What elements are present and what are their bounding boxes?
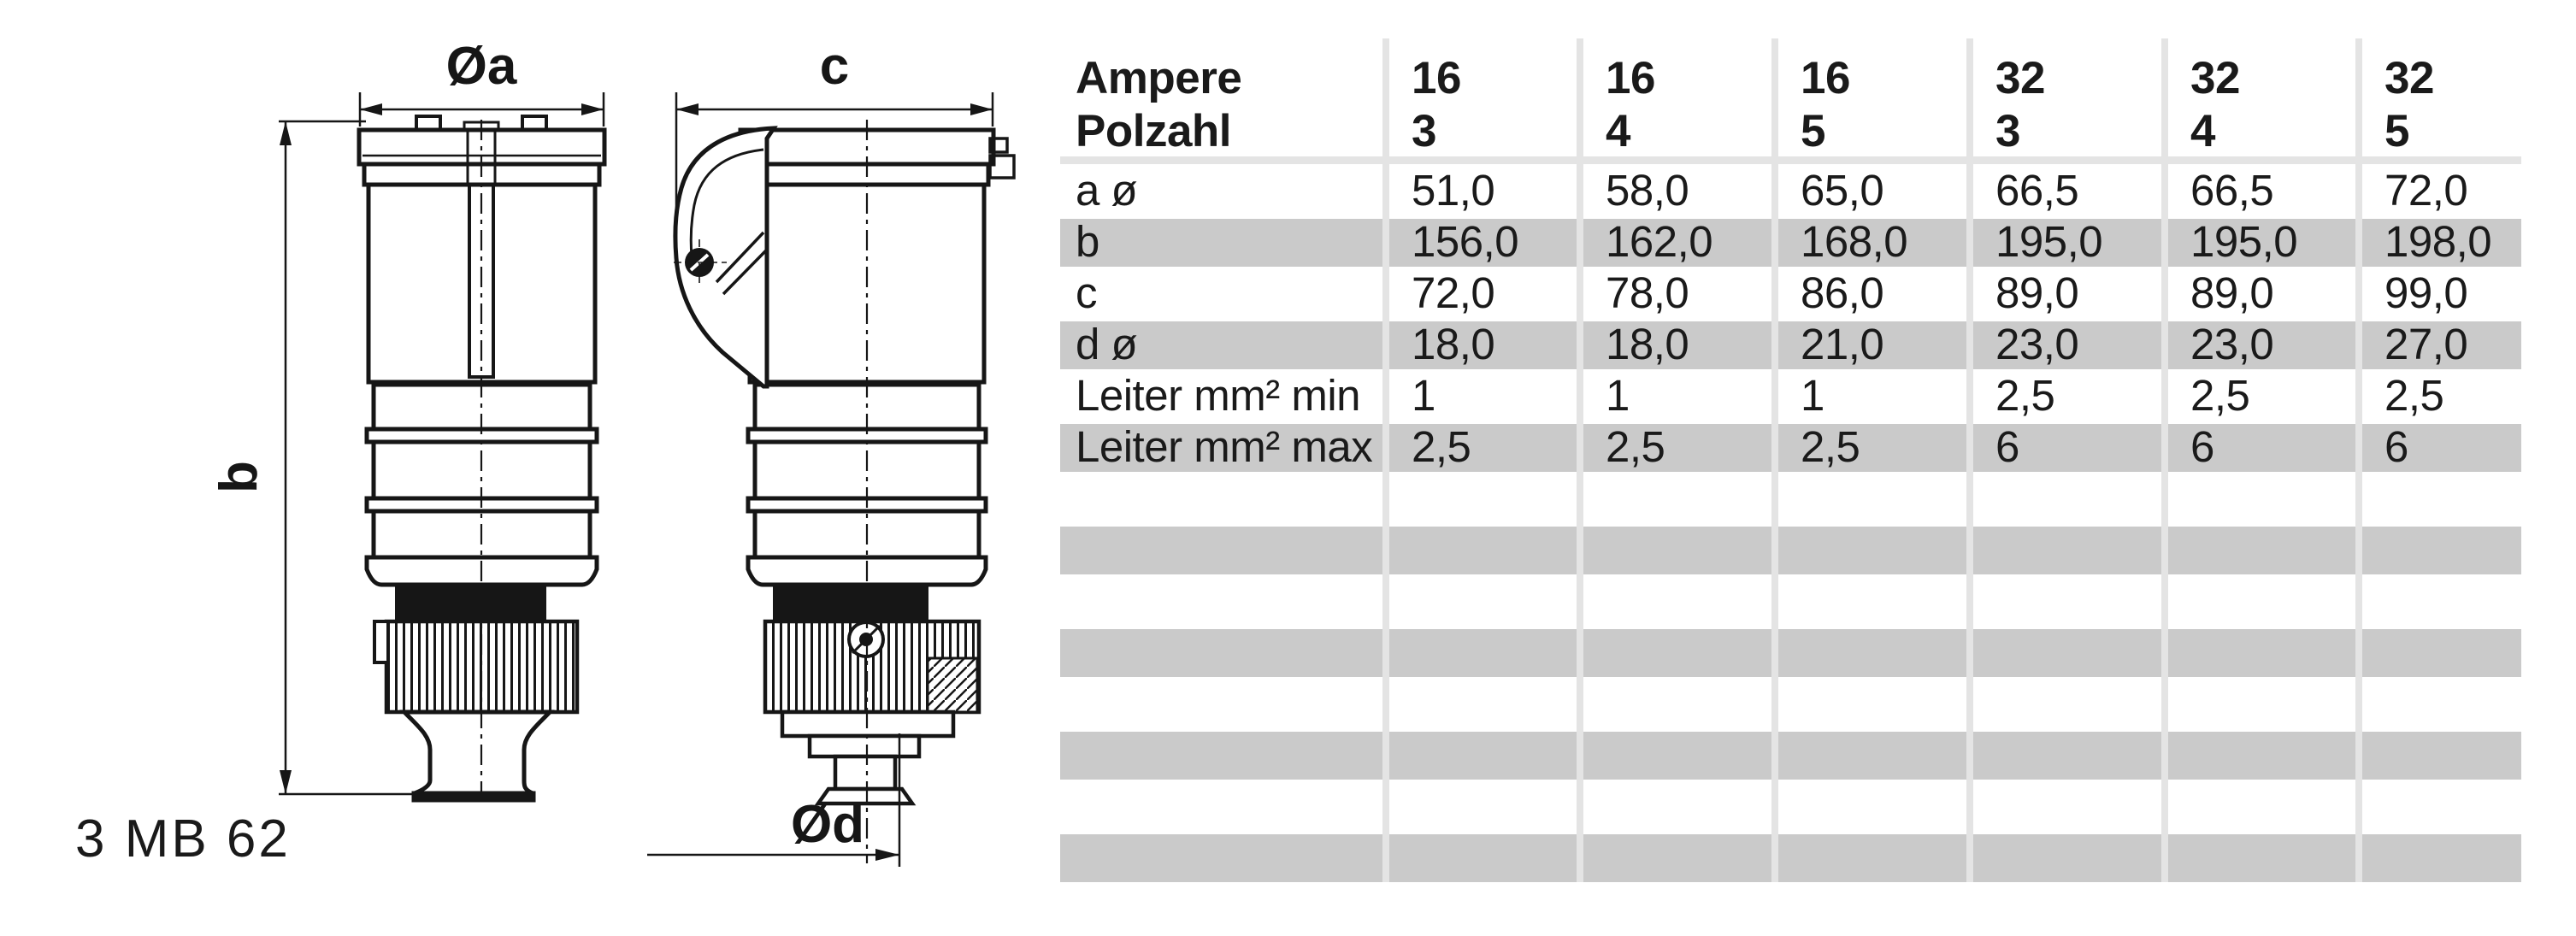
row-label: c: [1076, 268, 1097, 317]
table-cell: 89,0: [1995, 268, 2079, 317]
table-cell: [1583, 680, 1771, 728]
table-row-empty: [1060, 732, 2521, 780]
table-cell: [1778, 783, 1966, 831]
table-cell: [1060, 732, 1382, 780]
table-cell: 195,0: [2168, 219, 2355, 267]
table-cell: [1389, 783, 1577, 831]
part-number: 3 MB 62: [75, 809, 291, 868]
header-polzahl-value: 3: [1412, 106, 1436, 156]
table-cell: [1060, 680, 1382, 728]
row-label: Leiter mm² max: [1060, 424, 1382, 472]
header-ampere-value: 32: [2190, 53, 2240, 103]
table-cell: [1389, 629, 1577, 677]
table-row-empty: [1060, 680, 2521, 728]
table-cell: [2362, 834, 2521, 882]
table-cell: 198,0: [2362, 219, 2521, 267]
header-polzahl-value: 5: [2384, 106, 2409, 156]
table-cell: 2,5: [1995, 371, 2055, 420]
table-cell: 162,0: [1583, 219, 1771, 267]
table-cell: 23,0: [1973, 321, 2161, 369]
table-cell: [2362, 783, 2521, 831]
front-view-drawing: [359, 116, 604, 808]
table-cell: 2,5: [1583, 424, 1771, 472]
table-row-b: [1060, 219, 2521, 267]
table-cell: [2168, 732, 2355, 780]
table-cell: [1583, 578, 1771, 626]
table-row-empty: [1060, 527, 2521, 574]
header-ampere-value: 16: [1412, 53, 1461, 103]
table-cell: [2168, 629, 2355, 677]
table-cell: 86,0: [1801, 268, 1884, 317]
header-label-cell: [1060, 38, 1382, 158]
table-cell: 156,0: [1389, 219, 1577, 267]
table-cell: 66,5: [1995, 166, 2079, 215]
table-cell: [1778, 834, 1966, 882]
table-cell: [1583, 732, 1771, 780]
table-row-a: [1060, 168, 2521, 215]
table-cell: 2,5: [1778, 424, 1966, 472]
table-cell: [1389, 527, 1577, 574]
table-header: [1060, 38, 2521, 156]
table-cell: [1973, 527, 2161, 574]
table-cell: 2,5: [1389, 424, 1577, 472]
table-cell: [2362, 527, 2521, 574]
side-view-drawing: [674, 120, 1014, 863]
table-cell: [2168, 680, 2355, 728]
table-cell: 6: [1973, 424, 2161, 472]
header-col-16-3: [1389, 38, 1577, 158]
technical-drawing-area: [0, 0, 1060, 936]
table-cell: 168,0: [1778, 219, 1966, 267]
header-col-16-4: [1583, 38, 1771, 158]
table-cell: [1973, 578, 2161, 626]
header-ampere-label: Ampere: [1076, 53, 1242, 103]
table-cell: [2362, 475, 2521, 523]
table-cell: [1583, 783, 1771, 831]
table-row-empty: [1060, 834, 2521, 882]
table-cell: [2168, 834, 2355, 882]
table-cell: 1: [1412, 371, 1435, 420]
table-cell: 2,5: [2190, 371, 2250, 420]
table-row-empty: [1060, 475, 2521, 523]
header-polzahl-value: 4: [1606, 106, 1630, 156]
header-col-32-3: [1973, 38, 2161, 158]
table-cell: [1060, 527, 1382, 574]
connector-line-drawing: [0, 0, 1060, 936]
table-cell: [2362, 578, 2521, 626]
header-polzahl-label: Polzahl: [1076, 106, 1232, 156]
table-row-empty: [1060, 578, 2521, 626]
table-cell: 72,0: [1412, 268, 1495, 317]
header-polzahl-value: 3: [1995, 106, 2020, 156]
table-cell: [1060, 578, 1382, 626]
table-cell: [1583, 629, 1771, 677]
table-cell: [1778, 578, 1966, 626]
table-cell: [1778, 527, 1966, 574]
table-cell: 78,0: [1606, 268, 1689, 317]
table-cell: [1060, 834, 1382, 882]
table-cell: [1389, 732, 1577, 780]
table-cell: [2362, 629, 2521, 677]
table-cell: 6: [2362, 424, 2521, 472]
table-cell: [1973, 475, 2161, 523]
header-col-16-5: [1778, 38, 1966, 158]
dim-label-b: b: [209, 461, 268, 493]
header-polzahl-value: 5: [1801, 106, 1825, 156]
header-col-32-5: [2362, 38, 2521, 158]
table-cell: 18,0: [1583, 321, 1771, 369]
table-cell: 195,0: [1973, 219, 2161, 267]
table-cell: [1973, 783, 2161, 831]
header-ampere-value: 32: [2384, 53, 2434, 103]
table-cell: [1778, 629, 1966, 677]
table-cell: 2,5: [2384, 371, 2444, 420]
dim-label-oa: Øa: [445, 37, 517, 96]
table-row-d: [1060, 321, 2521, 369]
header-col-32-4: [2168, 38, 2355, 158]
table-cell: 65,0: [1801, 166, 1884, 215]
dim-label-od: Ød: [790, 795, 865, 854]
table-row-empty: [1060, 783, 2521, 831]
table-cell: 27,0: [2362, 321, 2521, 369]
table-cell: [1389, 680, 1577, 728]
table-cell: [1389, 834, 1577, 882]
row-label: d ø: [1060, 321, 1382, 369]
table-cell: [1973, 834, 2161, 882]
table-cell: [2168, 527, 2355, 574]
table-cell: [1973, 732, 2161, 780]
table-cell: [1778, 732, 1966, 780]
table-cell: 6: [2168, 424, 2355, 472]
row-label: b: [1060, 219, 1382, 267]
table-cell: 99,0: [2384, 268, 2468, 317]
table-cell: 51,0: [1412, 166, 1495, 215]
row-label: a ø: [1076, 166, 1138, 215]
table-row-c: [1060, 270, 2521, 318]
table-cell: [1973, 629, 2161, 677]
table-cell: [1060, 783, 1382, 831]
table-cell: [2168, 578, 2355, 626]
table-cell: [1778, 475, 1966, 523]
table-cell: [1583, 834, 1771, 882]
dim-label-c: c: [819, 37, 850, 96]
header-ampere-value: 32: [1995, 53, 2045, 103]
table-cell: 89,0: [2190, 268, 2274, 317]
table-cell: [1583, 475, 1771, 523]
table-cell: 66,5: [2190, 166, 2274, 215]
header-underline-band: [1060, 156, 2521, 164]
table-cell: 21,0: [1778, 321, 1966, 369]
spec-table: [1060, 38, 2521, 902]
table-body: [1060, 168, 2521, 886]
table-row-leiter-min: [1060, 373, 2521, 421]
row-label: Leiter mm² min: [1076, 371, 1361, 420]
table-cell: [1389, 475, 1577, 523]
table-cell: [1389, 578, 1577, 626]
table-cell: [1060, 629, 1382, 677]
header-ampere-value: 16: [1801, 53, 1850, 103]
header-polzahl-value: 4: [2190, 106, 2215, 156]
header-ampere-value: 16: [1606, 53, 1655, 103]
table-cell: [2168, 783, 2355, 831]
table-row-leiter-max: [1060, 424, 2521, 472]
table-cell: [1778, 680, 1966, 728]
table-cell: 1: [1606, 371, 1630, 420]
table-cell: [1583, 527, 1771, 574]
table-cell: [2362, 680, 2521, 728]
table-cell: 72,0: [2384, 166, 2468, 215]
table-row-empty: [1060, 629, 2521, 677]
table-cell: [2362, 732, 2521, 780]
table-cell: 18,0: [1389, 321, 1577, 369]
table-cell: 1: [1801, 371, 1824, 420]
table-cell: [1973, 680, 2161, 728]
table-cell: [1060, 475, 1382, 523]
table-cell: 23,0: [2168, 321, 2355, 369]
table-cell: 58,0: [1606, 166, 1689, 215]
table-cell: [2168, 475, 2355, 523]
